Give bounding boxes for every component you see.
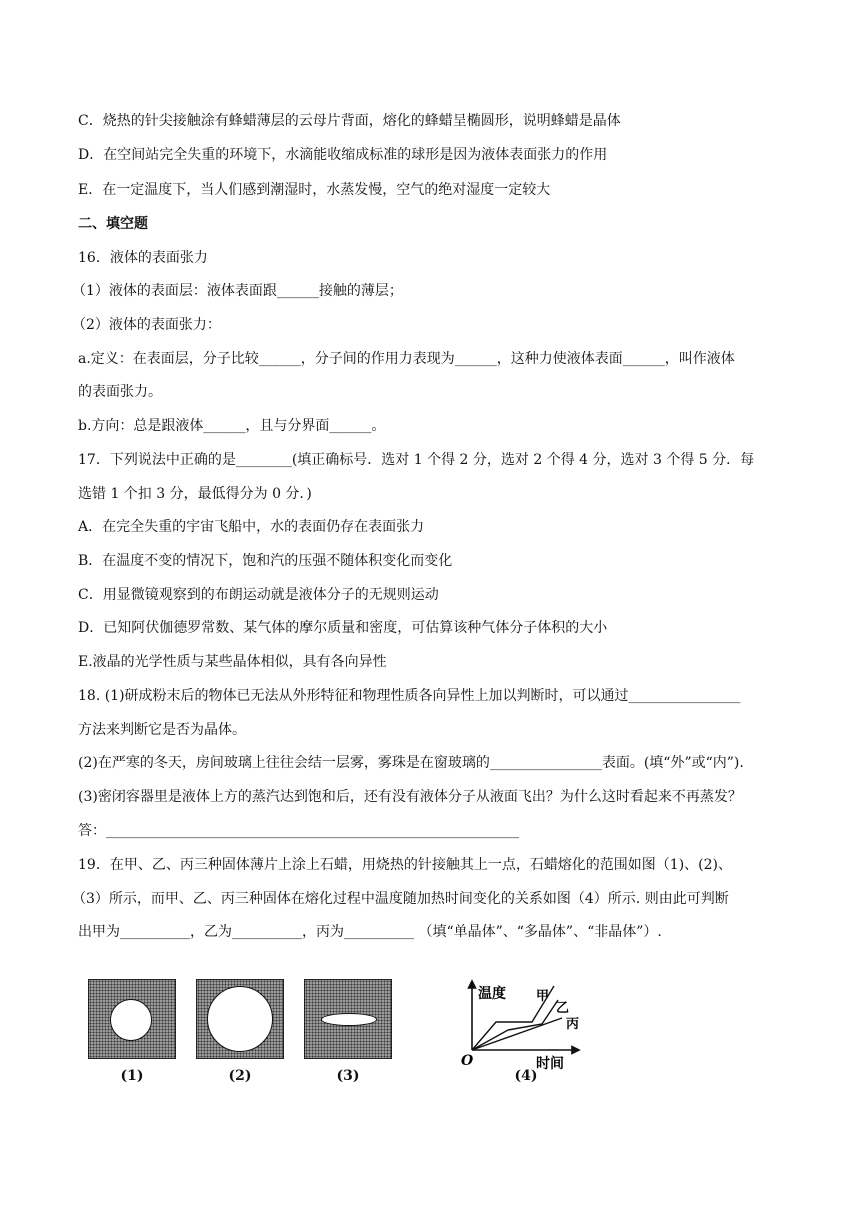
question-19-line2: （3）所示，而甲、乙、丙三种固体在熔化过程中温度随加热时间变化的关系如图（4）所示. 则由此可判断 xyxy=(72,891,729,907)
figure-2-label: (2) xyxy=(228,1068,252,1084)
question-17-option-d: D．已知阿伏伽德罗常数、某气体的摩尔质量和密度，可估算该种气体分子体积的大小 xyxy=(78,620,608,636)
question-17-option-b: B．在温度不变的情况下，饱和汽的压强不随体积变化而变化 xyxy=(78,553,453,569)
graph-ylabel: 温度 xyxy=(478,986,506,1002)
question-17-option-a: A．在完全失重的宇宙飞船中，水的表面仍存在表面张力 xyxy=(78,519,425,535)
figure-3-label: (3) xyxy=(336,1068,360,1084)
figure-1-label: (1) xyxy=(120,1068,144,1084)
option-d-line: D．在空间站完全失重的环境下，水滴能收缩成标准的球形是因为液体表面张力的作用 xyxy=(78,147,608,163)
option-e-line: E．在一定温度下，当人们感到潮湿时，水蒸发慢，空气的绝对湿度一定较大 xyxy=(78,182,551,198)
question-16-part2: （2）液体的表面张力： xyxy=(72,317,221,333)
graph-origin: O xyxy=(461,1053,474,1069)
question-16-title: 16．液体的表面张力 xyxy=(78,250,208,266)
question-17-option-e: E.液晶的光学性质与某些晶体相似，具有各向异性 xyxy=(78,654,387,670)
question-16-a-line1: a.定义：在表面层，分子比较______，分子间的作用力表现为______，这种力使液体表面______，叫作液体 xyxy=(78,351,735,367)
question-18-part1-line1: 18. (1)研成粉末后的物体已无法从外形特征和物理性质各向异性上加以判断时，可以通过________________ xyxy=(78,688,741,704)
question-19-line3: 出甲为__________，乙为__________，丙为__________ （填“单晶体”、“多晶体”、“非晶体”）. xyxy=(78,924,662,940)
graph-series-bing: 丙 xyxy=(566,1017,580,1032)
graph-series-jia: 甲 xyxy=(536,989,550,1004)
question-18-answer: 答：___________________________________________________________ xyxy=(78,823,519,839)
question-18-part3: (3)密闭容器里是液体上方的蒸汽达到饱和后，还有没有液体分子从液面飞出？为什么这时看起来不再蒸发？ xyxy=(78,789,742,805)
graph-series-yi: 乙 xyxy=(556,1001,570,1016)
question-18-part2: (2)在严寒的冬天，房间玻璃上往往会结一层雾，雾珠是在窗玻璃的________________表面。(填“外”或“内”). xyxy=(78,755,744,771)
option-c-line: C．烧热的针尖接触涂有蜂蜡薄层的云母片背面，熔化的蜂蜡呈椭圆形，说明蜂蜡是晶体 xyxy=(78,113,621,129)
question-16-part1: （1）液体的表面层：液体表面跟______接触的薄层； xyxy=(72,283,403,299)
question-19-line1: 19．在甲、乙、丙三种固体薄片上涂上石蜡，用烧热的针接触其上一点，石蜡熔化的范围如图（1)、(2)、 xyxy=(78,857,733,873)
curve-yi xyxy=(472,1000,558,1050)
question-18-part1-line2: 方法来判断它是否为晶体。 xyxy=(78,722,246,738)
figure-1-panel xyxy=(88,979,176,1059)
melt-ellipse xyxy=(321,1013,377,1026)
question-16-b: b.方向：总是跟液体______，且与分界面______。 xyxy=(78,418,386,434)
question-16-a-line2: 的表面张力。 xyxy=(78,384,162,400)
figure-3-panel xyxy=(304,979,392,1059)
melt-circle-small xyxy=(110,999,152,1041)
section-heading: 二、填空题 xyxy=(78,216,148,232)
question-17-line1: 17．下列说法中正确的是________(填正确标号．选对 1 个得 2 分，选对 2 个得 4 分，选对 3 个得 5 分．每 xyxy=(78,452,755,468)
graph-xlabel: 时间 xyxy=(536,1056,564,1072)
figure-2-panel xyxy=(196,979,284,1059)
melt-circle-large xyxy=(207,986,273,1052)
figure-4-label: (4) xyxy=(514,1068,538,1084)
question-17-option-c: C．用显微镜观察到的布朗运动就是液体分子的无规则运动 xyxy=(78,587,439,603)
question-17-line2: 选错 1 个扣 3 分，最低得分为 0 分．) xyxy=(78,486,312,502)
